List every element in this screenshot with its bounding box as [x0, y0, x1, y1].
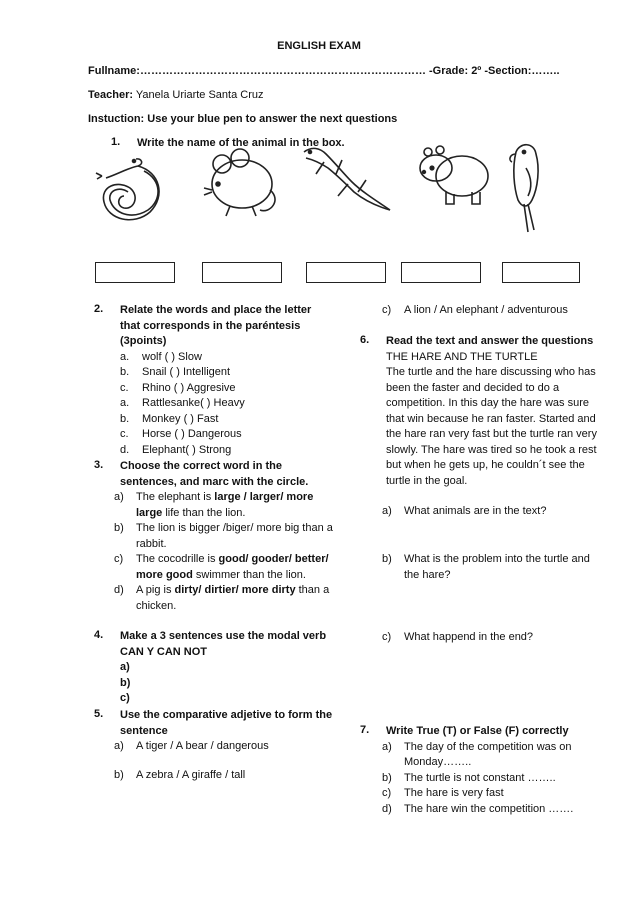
sentence-part: A pig is — [136, 584, 175, 596]
q7-text: Write True (T) or False (F) correctly — [386, 725, 569, 737]
word-options: good/ gooder/ better/ more good — [136, 553, 329, 581]
item-letter: c. — [120, 381, 129, 394]
question-7 — [360, 724, 610, 817]
sentence-part: swimmer than the lion. — [192, 568, 306, 581]
list-item — [114, 583, 334, 614]
item-text: wolf ( ) Slow — [142, 350, 202, 363]
q7-number: 7. — [360, 724, 370, 736]
teacher-line — [88, 87, 264, 103]
item-text: What animals are in the text? — [404, 505, 547, 517]
hippo-icon — [414, 138, 494, 208]
fullname-label: Fullname: — [88, 65, 140, 77]
question-6 — [360, 334, 610, 489]
instruction-text: Instuction: Use your blue pen to answer the next questions — [88, 113, 398, 125]
q5-number: 5. — [94, 708, 104, 720]
list-item — [382, 740, 610, 771]
item-text: Horse ( ) Dangerous — [142, 428, 242, 440]
q1-number: 1. — [111, 136, 121, 148]
q6-question-b — [382, 552, 602, 583]
item-letter: a) — [114, 740, 124, 752]
item-letter: b. — [120, 366, 130, 378]
item-text: The turtle is not constant …….. — [404, 771, 556, 784]
q2-text: Relate the words and place the letter that corresponds in the paréntesis (3points) — [120, 304, 312, 347]
grade-section-label: -Grade: 2º -Section:…….. — [429, 65, 560, 77]
item-letter: c) — [382, 631, 392, 643]
item-letter: a. — [120, 397, 130, 409]
answer-line-c: c) — [120, 692, 130, 704]
answer-line-a: a) — [120, 661, 130, 673]
answer-box-3[interactable] — [306, 262, 386, 283]
item-letter: c) — [114, 553, 124, 565]
word-options: dirty/ dirtier/ more dirty — [174, 584, 296, 596]
list-item — [382, 303, 602, 319]
list-item — [382, 552, 602, 583]
item-text: Monkey ( ) Fast — [142, 412, 219, 425]
item-letter: a. — [120, 350, 130, 363]
item-letter: c. — [120, 428, 129, 440]
item-letter: b) — [114, 522, 124, 534]
item-letter: c) — [382, 787, 392, 799]
item-text: A zebra / A giraffe / tall — [136, 768, 246, 781]
q6-question-a — [382, 504, 602, 520]
item-text: The hare is very fast — [404, 787, 504, 799]
q3-number: 3. — [94, 459, 104, 471]
question-5 — [94, 708, 334, 783]
story-line: slowly. The hare was tired so he took a rest — [386, 443, 597, 456]
story-line: competition. In this day the hare was sure — [386, 397, 589, 409]
item-letter: d. — [120, 443, 130, 456]
list-item — [120, 381, 334, 397]
item-letter: b) — [382, 771, 392, 784]
story-title: THE HARE AND THE TURTLE — [386, 350, 538, 363]
item-text — [136, 583, 334, 614]
item-letter: d) — [114, 584, 124, 596]
animal-illustrations — [88, 138, 548, 236]
item-letter: a) — [382, 505, 392, 517]
q2-number: 2. — [94, 303, 104, 315]
parrot-icon — [502, 138, 548, 234]
list-item — [120, 427, 334, 443]
item-letter: b) — [382, 553, 392, 565]
list-item — [114, 552, 334, 583]
list-item — [382, 504, 602, 520]
answer-box-4[interactable] — [401, 262, 481, 283]
lizard-icon — [298, 138, 398, 222]
question-4 — [94, 629, 334, 707]
list-item — [120, 443, 334, 459]
list-item — [382, 771, 610, 787]
sentence-part: life than the lion. — [162, 506, 246, 519]
item-letter: a) — [114, 491, 124, 503]
teacher-label: Teacher: — [88, 89, 134, 101]
story-line: but when he gets up, he couldn´t see the — [386, 459, 585, 471]
story-line: turtle in the goal. — [386, 474, 468, 487]
item-text: Rhino ( ) Aggresive — [142, 381, 236, 394]
item-text: A tiger / A bear / dangerous — [136, 740, 269, 752]
list-item — [114, 739, 334, 755]
fullname-dots: …………………………………………………………………… — [139, 65, 426, 77]
item-text: Rattlesanke( ) Heavy — [142, 397, 245, 409]
list-item — [382, 802, 610, 818]
item-letter: a) — [382, 740, 392, 753]
list-item — [120, 350, 334, 366]
list-item — [114, 768, 334, 784]
q6-number: 6. — [360, 334, 370, 346]
item-text: What is the problem into the turtle and the hare? — [404, 553, 590, 581]
word-options: large / larger/ more large — [136, 491, 314, 519]
list-item — [114, 521, 334, 552]
q6-question-c — [382, 630, 602, 646]
story-line: The turtle and the hare discussing who has — [386, 366, 596, 378]
q6-text: Read the text and answer the questions — [386, 335, 594, 347]
item-text — [136, 490, 334, 521]
story-line: that win because he ran faster. Started and — [386, 412, 596, 425]
item-text: What happend in the end? — [404, 631, 534, 643]
q1-text: Write the name of the animal in the box. — [137, 137, 345, 149]
list-item — [120, 365, 334, 381]
item-text: The lion is bigger /biger/ more big than a rabbit. — [136, 522, 333, 550]
sentence-part: The cocodrille is — [136, 553, 219, 565]
item-letter: d) — [382, 802, 392, 815]
item-letter: c) — [382, 304, 392, 316]
sentence-part: The elephant is — [136, 491, 215, 503]
question-2 — [94, 303, 334, 458]
list-item — [114, 490, 334, 521]
sentence-part: than a chicken. — [136, 584, 330, 612]
snake-icon — [88, 138, 178, 234]
teacher-name: Yanela Uriarte Santa Cruz — [135, 89, 264, 101]
fullname-line — [88, 63, 560, 79]
page-title: ENGLISH EXAM — [277, 40, 361, 52]
q3-text: Choose the correct word in the sentences, and marc with the circle. — [120, 460, 309, 488]
item-letter: b. — [120, 412, 130, 425]
answer-box-1[interactable] — [95, 262, 175, 283]
item-text — [136, 552, 334, 583]
item-text: Snail ( ) Intelligent — [142, 366, 231, 378]
q5-text: Use the comparative adjetive to form the sentence — [120, 709, 333, 737]
item-text: The day of the competition was on Monday…….. — [404, 740, 572, 768]
q5-item-c — [382, 303, 602, 319]
q4-text: Make a 3 sentences use the modal verb CAN Y CAN NOT — [120, 630, 327, 658]
item-text: A lion / An elephant / adventurous — [404, 304, 568, 316]
question-3 — [94, 459, 334, 614]
mouse-icon — [200, 138, 282, 222]
answer-box-5[interactable] — [502, 262, 580, 283]
item-letter: b) — [114, 768, 124, 781]
item-text: Elephant( ) Strong — [142, 443, 232, 456]
story-line: the hare ran very fast but the turtle ran very — [386, 428, 597, 440]
list-item — [120, 396, 334, 412]
story-line: been the faster and decided to do a — [386, 381, 560, 394]
answer-line-b: b) — [120, 676, 131, 689]
q4-number: 4. — [94, 629, 104, 641]
list-item — [382, 786, 610, 802]
list-item — [120, 412, 334, 428]
list-item — [382, 630, 602, 646]
answer-box-2[interactable] — [202, 262, 282, 283]
item-text: The hare win the competition ……. — [404, 802, 574, 815]
